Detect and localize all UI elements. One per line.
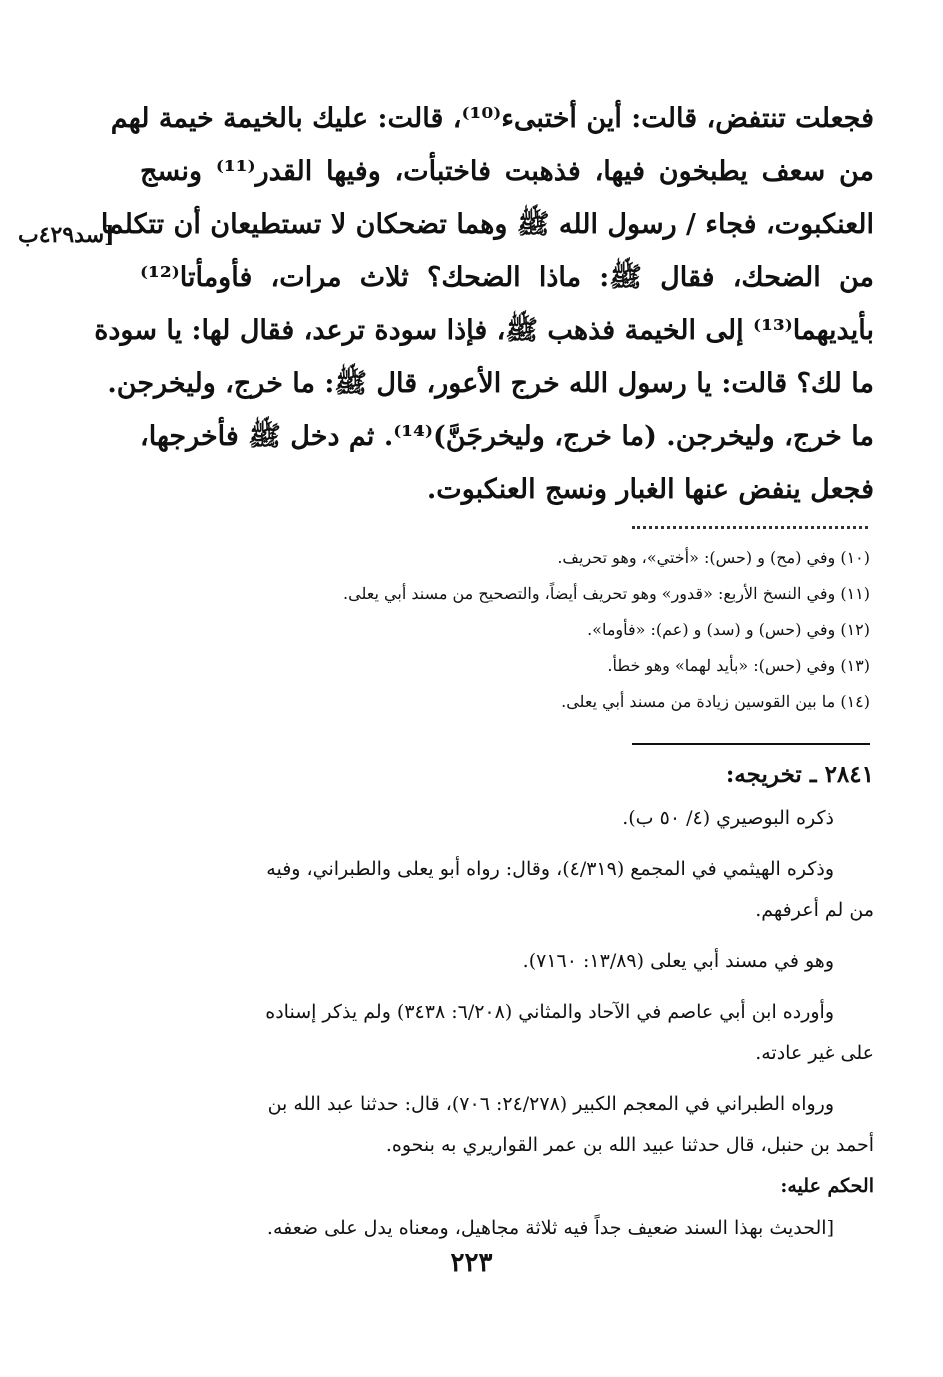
ruling-text: [الحديث بهذا السند ضعيف جداً فيه ثلاثة مجاهيل، ومعناه يدل على ضعفه. [266, 1217, 834, 1239]
footnote: (١١) وفي النسخ الأربع: «قدور» وهو تحريف أيضاً، والتصحيح من مسند أبي يعلى. [343, 584, 870, 603]
takhrij-section [170, 752, 874, 1250]
takhrij-line: ذكره البوصيري (٤/ ٥٠ ب). [622, 807, 834, 829]
takhrij-paragraph [170, 798, 874, 839]
takhrij-heading: ٢٨٤١ ـ تخريجه: [725, 761, 874, 788]
main-text-line: فجعلت تنتفض، قالت: أين أختبىء⁽¹⁰⁾، قالت: عليك بالخيمة خيمة لهم [110, 103, 874, 134]
takhrij-line: ورواه الطبراني في المعجم الكبير (٢٤/٢٧٨: ٧٠٦)، قال: حدثنا عبد الله بن [267, 1093, 834, 1115]
main-text [94, 92, 874, 516]
main-text-line: فجعل ينفض عنها الغبار ونسج العنكبوت. [426, 474, 874, 505]
footnote: (١٢) وفي (حس) و (سد) و (عم): «فأوما». [587, 620, 870, 639]
takhrij-line: وهو في مسند أبي يعلى (١٣/٨٩: ٧١٦٠). [522, 950, 834, 972]
takhrij-line: على غير عادته. [755, 1042, 874, 1064]
takhrij-paragraph [170, 1084, 874, 1166]
takhrij-paragraph [170, 992, 874, 1074]
section-rule [632, 743, 870, 745]
footnotes [180, 540, 870, 720]
main-text-line: ما خرج، وليخرجن. (ما خرج، وليخرجَنَّ)⁽¹⁴⁾. ثم دخل ﷺ فأخرجها، [140, 421, 874, 452]
manuscript-margin-note: [سد٤٢٩ب [18, 222, 115, 248]
main-text-line: العنكبوت، فجاء / رسول الله ﷺ وهما تضحكان لا تستطيعان أن تتكلما [100, 209, 874, 240]
main-text-line: من الضحك، فقال ﷺ: ماذا الضحك؟ ثلاث مرات، فأومأتا⁽¹²⁾ [140, 262, 874, 293]
footnote: (١٠) وفي (مح) و (حس): «أختي»، وهو تحريف. [557, 548, 870, 567]
footnote: (١٣) وفي (حس): «بأيد لهما» وهو خطأ. [607, 656, 870, 675]
takhrij-line: أحمد بن حنبل، قال حدثنا عبيد الله بن عمر القواريري به بنحوه. [385, 1134, 874, 1156]
footnote-separator [632, 526, 868, 529]
main-text-line: بأيديهما⁽¹³⁾ إلى الخيمة فذهب ﷺ، فإذا سودة ترعد، فقال لها: يا سودة [94, 315, 874, 346]
footnote: (١٤) ما بين القوسين زيادة من مسند أبي يعلى. [561, 692, 870, 711]
main-text-line: من سعف يطبخون فيها، فذهبت فاختبأت، وفيها القدر⁽¹¹⁾ ونسج [140, 156, 874, 187]
main-text-line: ما لك؟ قالت: يا رسول الله خرج الأعور، قال ﷺ: ما خرج، وليخرجن. [107, 368, 874, 399]
page-number: ٢٢٣ [450, 1248, 493, 1278]
ruling-heading: الحكم عليه: [780, 1175, 874, 1197]
takhrij-line: وأورده ابن أبي عاصم في الآحاد والمثاني (٦/٢٠٨: ٣٤٣٨) ولم يذكر إسناده [265, 1001, 834, 1023]
takhrij-line: من لم أعرفهم. [755, 899, 874, 921]
takhrij-line: وذكره الهيثمي في المجمع (٤/٣١٩)، وقال: رواه أبو يعلى والطبراني، وفيه [266, 858, 834, 880]
takhrij-paragraph [170, 941, 874, 982]
takhrij-paragraph [170, 849, 874, 931]
